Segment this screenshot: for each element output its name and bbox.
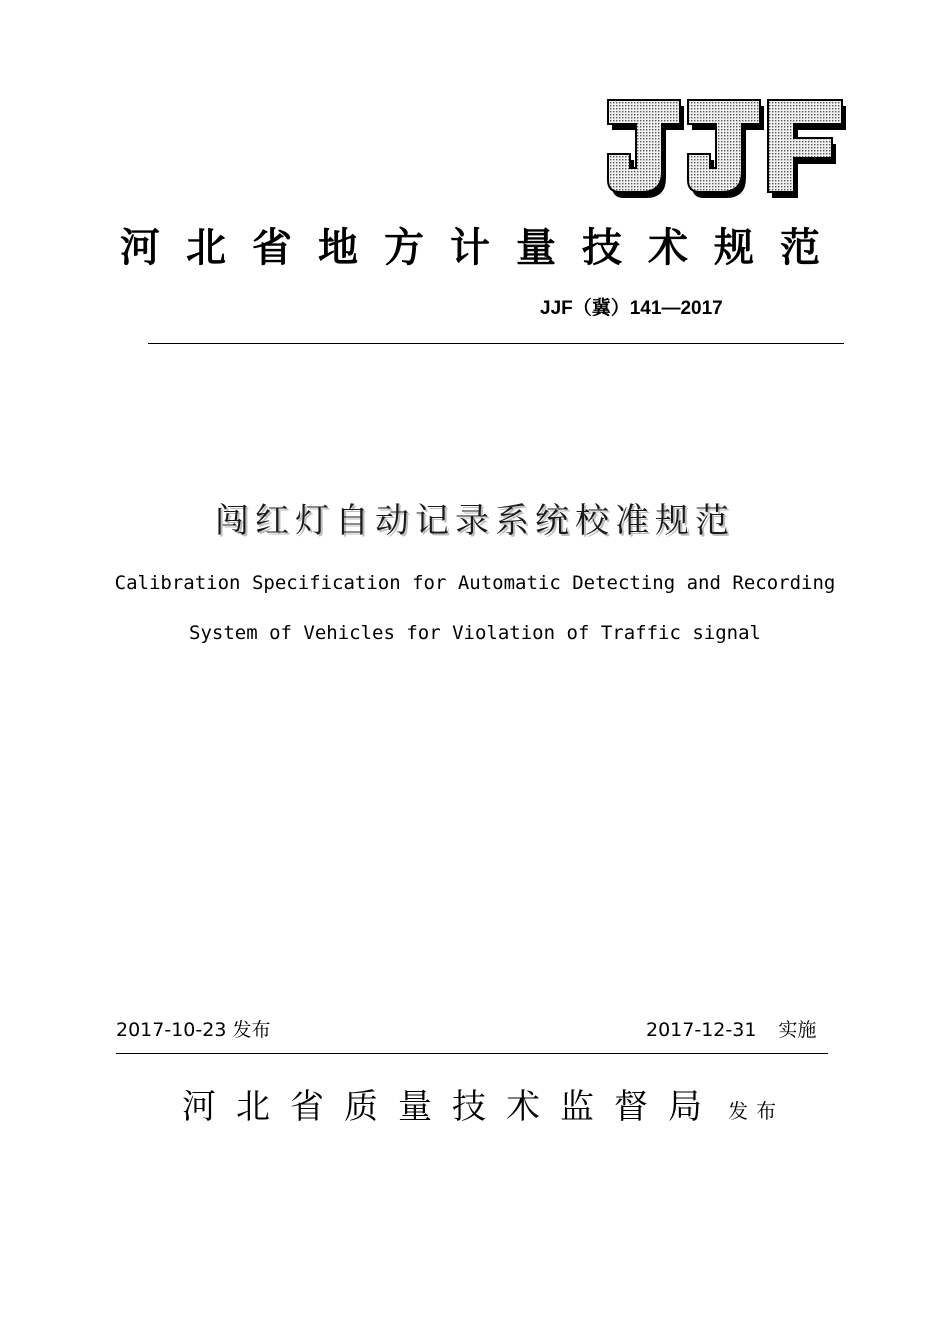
implementation-label: 实施	[778, 1019, 817, 1041]
standard-category: 河北省地方计量技术规范	[120, 224, 846, 271]
implementation-date-block	[646, 1016, 816, 1044]
document-title-en-line1: Calibration Specification for Automatic Detecting and Recording	[114, 572, 836, 594]
document-title-en-line2: System of Vehicles for Violation of Traffic signal	[189, 622, 761, 644]
issuer-block	[182, 1082, 784, 1136]
jjf-logo	[604, 96, 852, 200]
issuer-suffix: 发布	[728, 1099, 784, 1123]
document-title-zh: 闯红灯自动记录系统校准规范	[215, 501, 735, 541]
standard-number: JJF（冀）141—2017	[540, 298, 723, 319]
top-divider	[148, 343, 844, 344]
issue-date: 2017-10-23 发布	[116, 1019, 271, 1041]
bottom-divider	[116, 1053, 828, 1054]
implementation-date: 2017-12-31	[646, 1019, 757, 1041]
issuer-name: 河北省质量技术监督局	[182, 1087, 722, 1127]
